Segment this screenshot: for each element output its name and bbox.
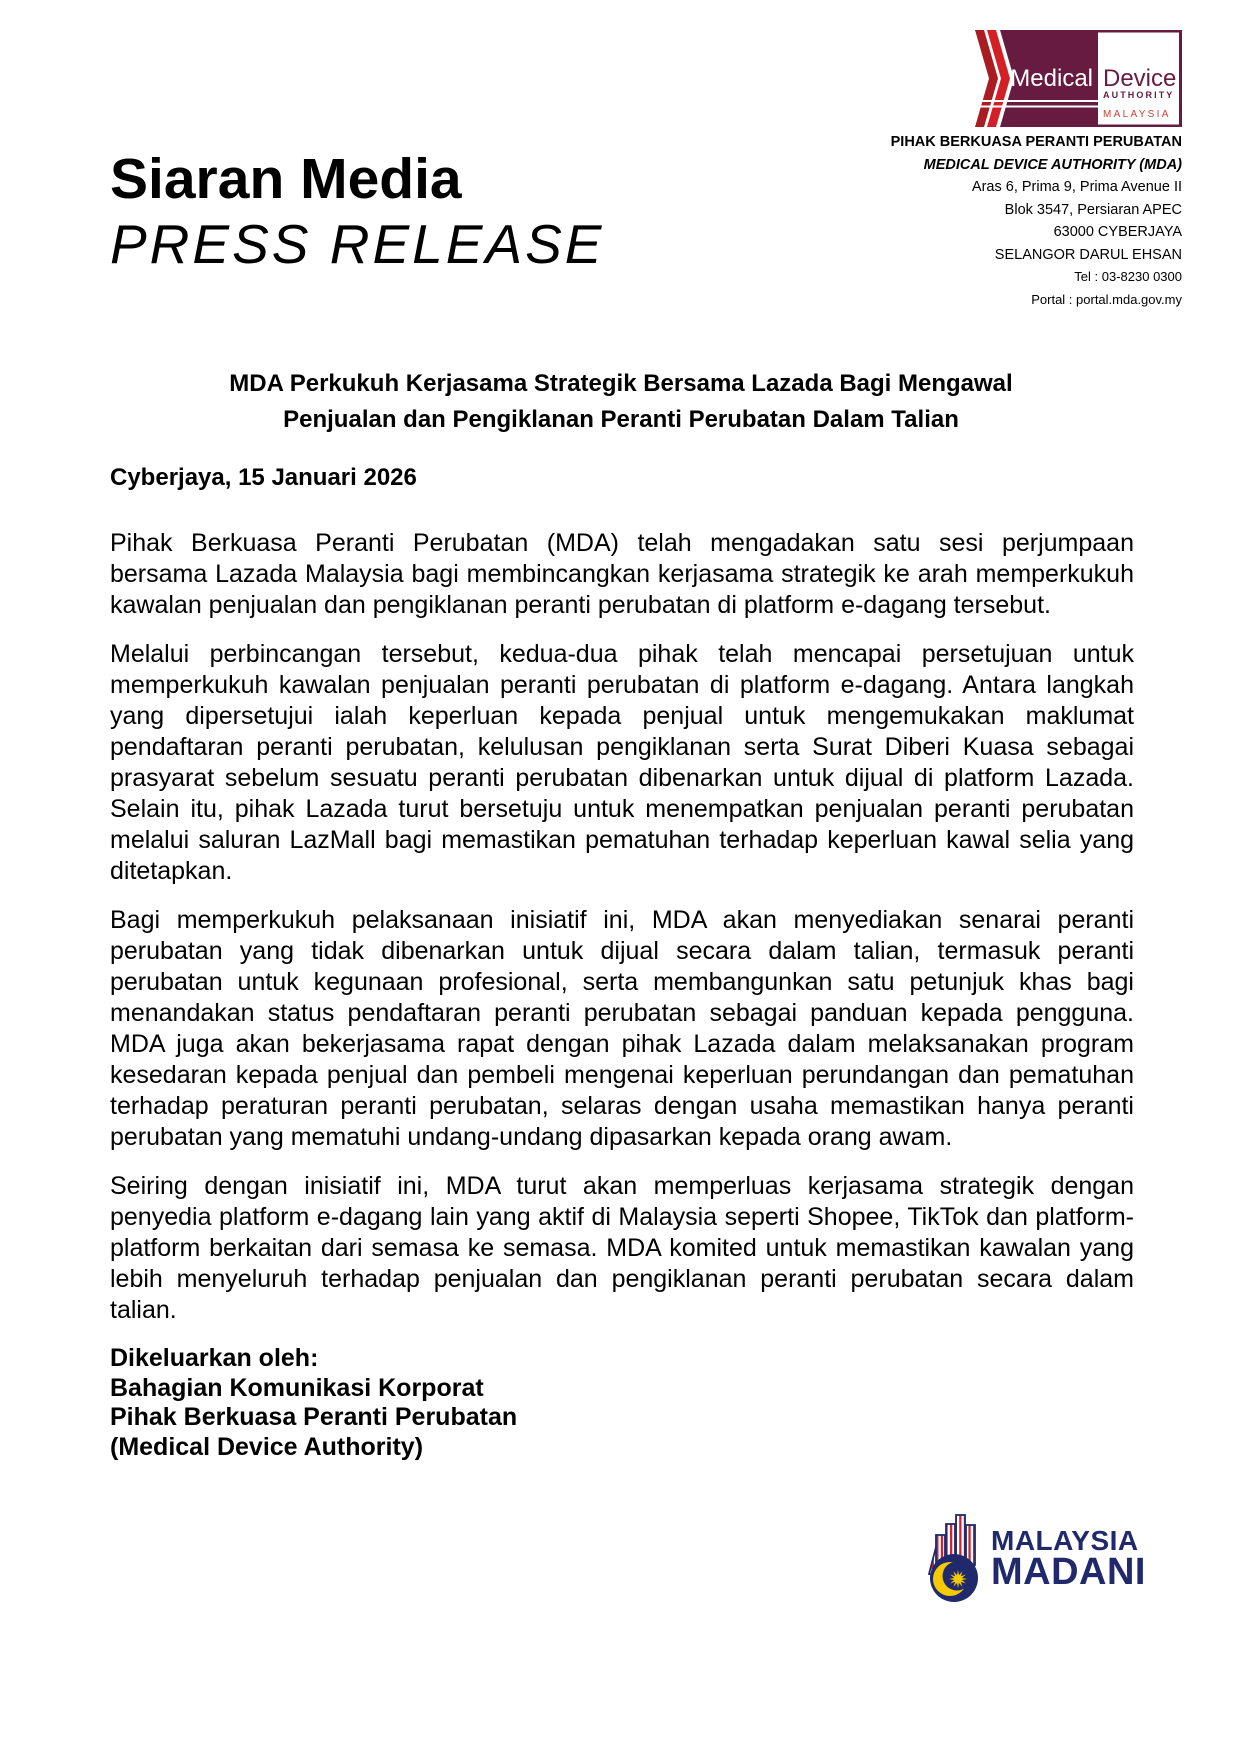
mda-logo-divider-line-top <box>970 100 1098 102</box>
mda-logo-divider-line-bottom <box>970 106 1098 108</box>
address-line: Aras 6, Prima 9, Prima Avenue II <box>971 179 1182 195</box>
paragraph-3: Bagi memperkukuh pelaksanaan inisiatif ini, MDA akan menyediakan senarai peranti perubatan yang tidak dibenarkan untuk dijual secara dalam talian, termasuk peranti perubatan untuk kegunaan profesional, serta membangunkan satu petunjuk khas bagi menandakan status pendaftaran peranti perubatan sebagai panduan kepada pengguna. MDA juga akan bekerjasama rapat dengan pihak Lazada dalam melaksanakan program kesedaran kepada penjual dan pembeli mengenai keperluan perundangan dan pematuhan terhadap peraturan peranti perubatan, selaras dengan usaha memastikan hanya peranti perubatan yang mematuhi undang-undang dipasarkan kepada orang awam. <box>110 906 1134 1151</box>
address-line: Blok 3547, Persiaran APEC <box>1004 201 1182 218</box>
issued-by-block <box>110 1344 1134 1462</box>
madani-hand-icon <box>926 1512 982 1604</box>
masthead <box>110 148 604 275</box>
paragraph-1: Pihak Berkuasa Peranti Perubatan (MDA) telah mengadakan satu sesi perjumpaan bersama Lazada Malaysia bagi membincangkan kerjasama strategik ke arah memperkukuh kawalan penjualan dan pengiklanan peranti perubatan di platform e-dagang tersebut. <box>110 529 1134 619</box>
dateline: Cyberjaya, 15 Januari 2026 <box>110 464 417 491</box>
portal-line: Portal : portal.mda.gov.my <box>1031 291 1182 307</box>
headline <box>109 366 1133 438</box>
mda-logo-word-medical: Medical <box>1010 65 1093 92</box>
body-text <box>110 528 1134 1462</box>
headline-line2: Penjualan dan Pengiklanan Peranti Perubatan Dalam Talian <box>283 406 959 433</box>
telephone-line: Tel : 03-8230 0300 <box>1074 269 1182 284</box>
madani-word-malaysia: MALAYSIA <box>991 1525 1139 1556</box>
org-name-bm: PIHAK BERKUASA PERANTI PERUBATAN <box>890 134 1182 150</box>
paragraph-2: Melalui perbincangan tersebut, kedua-dua pihak telah mencapai persetujuan untuk memperkukuh kawalan penjualan peranti perubatan di platform e-dagang. Antara langkah yang dipersetujui ialah keperluan kepada penjual untuk mengemukakan maklumat pendaftaran peranti perubatan, kelulusan pengiklanan serta Surat Diberi Kuasa sebagai prasyarat sebelum sesuatu peranti perubatan dibenarkan untuk dijual di platform Lazada. Selain itu, pihak Lazada turut bersetuju untuk menempatkan penjualan peranti perubatan melalui saluran LazMall bagi memastikan pematuhan terhadap keperluan kawal selia yang ditetapkan. <box>110 640 1134 885</box>
paragraph-4: Seiring dengan inisiatif ini, MDA turut akan memperluas kerjasama strategik dengan penyedia platform e-dagang lain yang aktif di Malaysia seperti Shopee, TikTok dan platform-platform berkaitan dari semasa ke semasa. MDA komited untuk memastikan kawalan yang lebih menyeluruh terhadap penjualan dan pengiklanan peranti perubatan secara dalam talian. <box>110 1172 1134 1324</box>
mda-logo-word-malaysia: MALAYSIA <box>1103 109 1171 120</box>
headline-line1: MDA Perkukuh Kerjasama Strategik Bersama Lazada Bagi Mengawal <box>229 370 1013 397</box>
issued-by-line: Bahagian Komunikasi Korporat <box>110 1373 484 1402</box>
malaysia-madani-logo <box>926 1512 1146 1604</box>
address-line: 63000 CYBERJAYA <box>1053 224 1182 240</box>
masthead-title-en: PRESS RELEASE <box>110 213 605 275</box>
issued-by-line: Pihak Berkuasa Peranti Perubatan <box>110 1403 518 1431</box>
letterhead-address-block <box>891 131 1182 311</box>
address-line: SELANGOR DARUL EHSAN <box>994 246 1182 263</box>
madani-word-madani: MADANI <box>991 1551 1146 1593</box>
issued-by-label: Dikeluarkan oleh: <box>110 1344 319 1372</box>
madani-wordmark <box>991 1525 1146 1593</box>
masthead-title-bm: Siaran Media <box>110 147 462 211</box>
issued-by-line: (Medical Device Authority) <box>110 1432 424 1461</box>
org-name-en: MEDICAL DEVICE AUTHORITY (MDA) <box>923 156 1182 173</box>
mda-logo-word-device: Device <box>1103 65 1177 92</box>
mda-logo-word-authority: AUTHORITY <box>1103 90 1175 100</box>
mda-logo <box>970 30 1182 127</box>
